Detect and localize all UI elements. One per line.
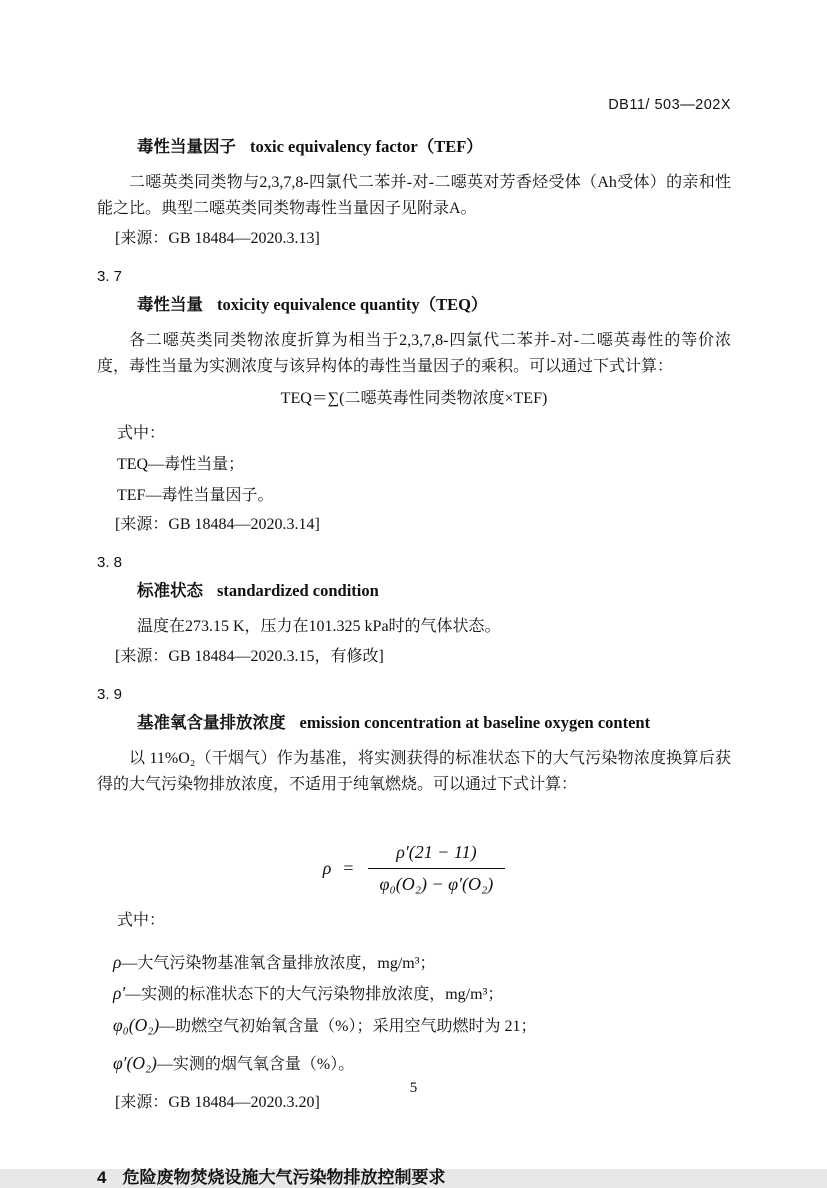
chapter-4-number: 4: [97, 1168, 107, 1187]
symbol-phi0: φ₀(O₂): [113, 1015, 160, 1035]
symbol-rho: ρ: [113, 952, 122, 972]
term-heading-tef-en: toxic equivalency factor（TEF）: [250, 137, 483, 156]
term-teq-definition: 各二噁英类同类物浓度折算为相当于2,3,7,8-四氯代二苯并-对-二噁英毒性的等价浓度，毒性当量为实测浓度与该异构体的毒性当量因子的乘积。可以通过下式计算：: [97, 332, 731, 375]
term-heading-tef-zh: 毒性当量因子: [137, 138, 236, 156]
page-content: [97, 0, 731, 1188]
baseline-oxygen-definition: 以 11%O₂（干烟气）作为基准，将实测获得的标准状态下的大气污染物浓度换算后获得的大气污染物排放浓度，不适用于纯氧燃烧。可以通过下式计算：: [97, 750, 731, 793]
term-heading-baseline-oxygen: [137, 713, 731, 733]
page-number: 5: [409, 1080, 418, 1096]
term-heading-sc-zh: 标准状态: [137, 582, 203, 600]
standardized-condition-source: [来源：GB 18484—2020.3.15，有修改]: [115, 648, 384, 665]
term-heading-bo-zh: 基准氧含量排放浓度: [137, 714, 286, 732]
term-teq-source: [来源：GB 18484—2020.3.14]: [115, 516, 320, 533]
section-number-3-8: 3. 8: [97, 554, 123, 571]
symbol-rho-prime-text: —实测的标准状态下的大气污染物排放浓度，mg/m³；: [125, 986, 504, 1003]
formula-numerator: ρ′(21 − 11): [396, 842, 477, 862]
chapter-4-title: 危险废物焚烧设施大气污染物排放控制要求: [122, 1168, 446, 1187]
term-tef-definition: 二噁英类同类物与2,3,7,8-四氯代二苯并-对-二噁英对芳香烃受体（Ah受体）的亲和性能之比。典型二噁英类同类物毒性当量因子见附录A。: [97, 174, 731, 217]
section-number-3-7: 3. 7: [97, 268, 123, 285]
term-tef-source: [来源：GB 18484—2020.3.13]: [115, 230, 320, 247]
baseline-oxygen-source: [来源：GB 18484—2020.3.20]: [115, 1094, 320, 1111]
symbol-rho-text: —大气污染物基准氧含量排放浓度，mg/m³；: [121, 955, 436, 972]
term-heading-teq-en: toxicity equivalence quantity（TEQ）: [217, 295, 488, 314]
symbol-phi0-text: —助燃空气初始氧含量（%）；采用空气助燃时为 21；: [159, 1018, 537, 1035]
where-label-3-9: 式中：: [117, 912, 166, 929]
term-heading-sc-en: standardized condition: [217, 581, 379, 600]
chapter-4-heading: [97, 1163, 731, 1188]
symbol-def-phi-prime: [113, 1050, 731, 1078]
term-heading-standardized-condition: [137, 581, 731, 601]
teq-def-item: TEQ—毒性当量；: [117, 456, 245, 473]
formula-fraction: [368, 842, 506, 895]
where-label-3-7: 式中：: [117, 425, 166, 442]
symbol-rho-prime: ρ′: [113, 983, 126, 1003]
doc-code-header: DB11/ 503—202X: [608, 97, 731, 113]
tef-def-item: TEF—毒性当量因子。: [117, 487, 274, 504]
formula-denominator: φ₀(O₂) − φ′(O₂): [368, 868, 506, 895]
symbol-phi-prime: φ′(O₂): [113, 1053, 157, 1073]
section-number-3-9: 3. 9: [97, 686, 123, 703]
standardized-condition-definition: 温度在273.15 K，压力在101.325 kPa时的气体状态。: [137, 618, 501, 635]
term-heading-bo-en: emission concentration at baseline oxygen content: [299, 713, 651, 732]
symbol-def-rho: [113, 949, 731, 977]
symbol-def-phi0: [113, 1012, 731, 1040]
term-heading-tef: [137, 137, 731, 157]
formula-lhs: ρ: [322, 858, 332, 878]
symbol-phi-prime-text: —实测的烟气氧含量（%）。: [156, 1056, 355, 1073]
teq-equation: TEQ＝∑(二噁英毒性同类物浓度×TEF): [280, 390, 548, 407]
term-heading-teq: [137, 295, 731, 315]
formula-equals: =: [343, 858, 356, 878]
symbol-def-rho-prime: [113, 980, 731, 1008]
baseline-oxygen-formula: [97, 842, 731, 895]
term-heading-teq-zh: 毒性当量: [137, 296, 203, 314]
